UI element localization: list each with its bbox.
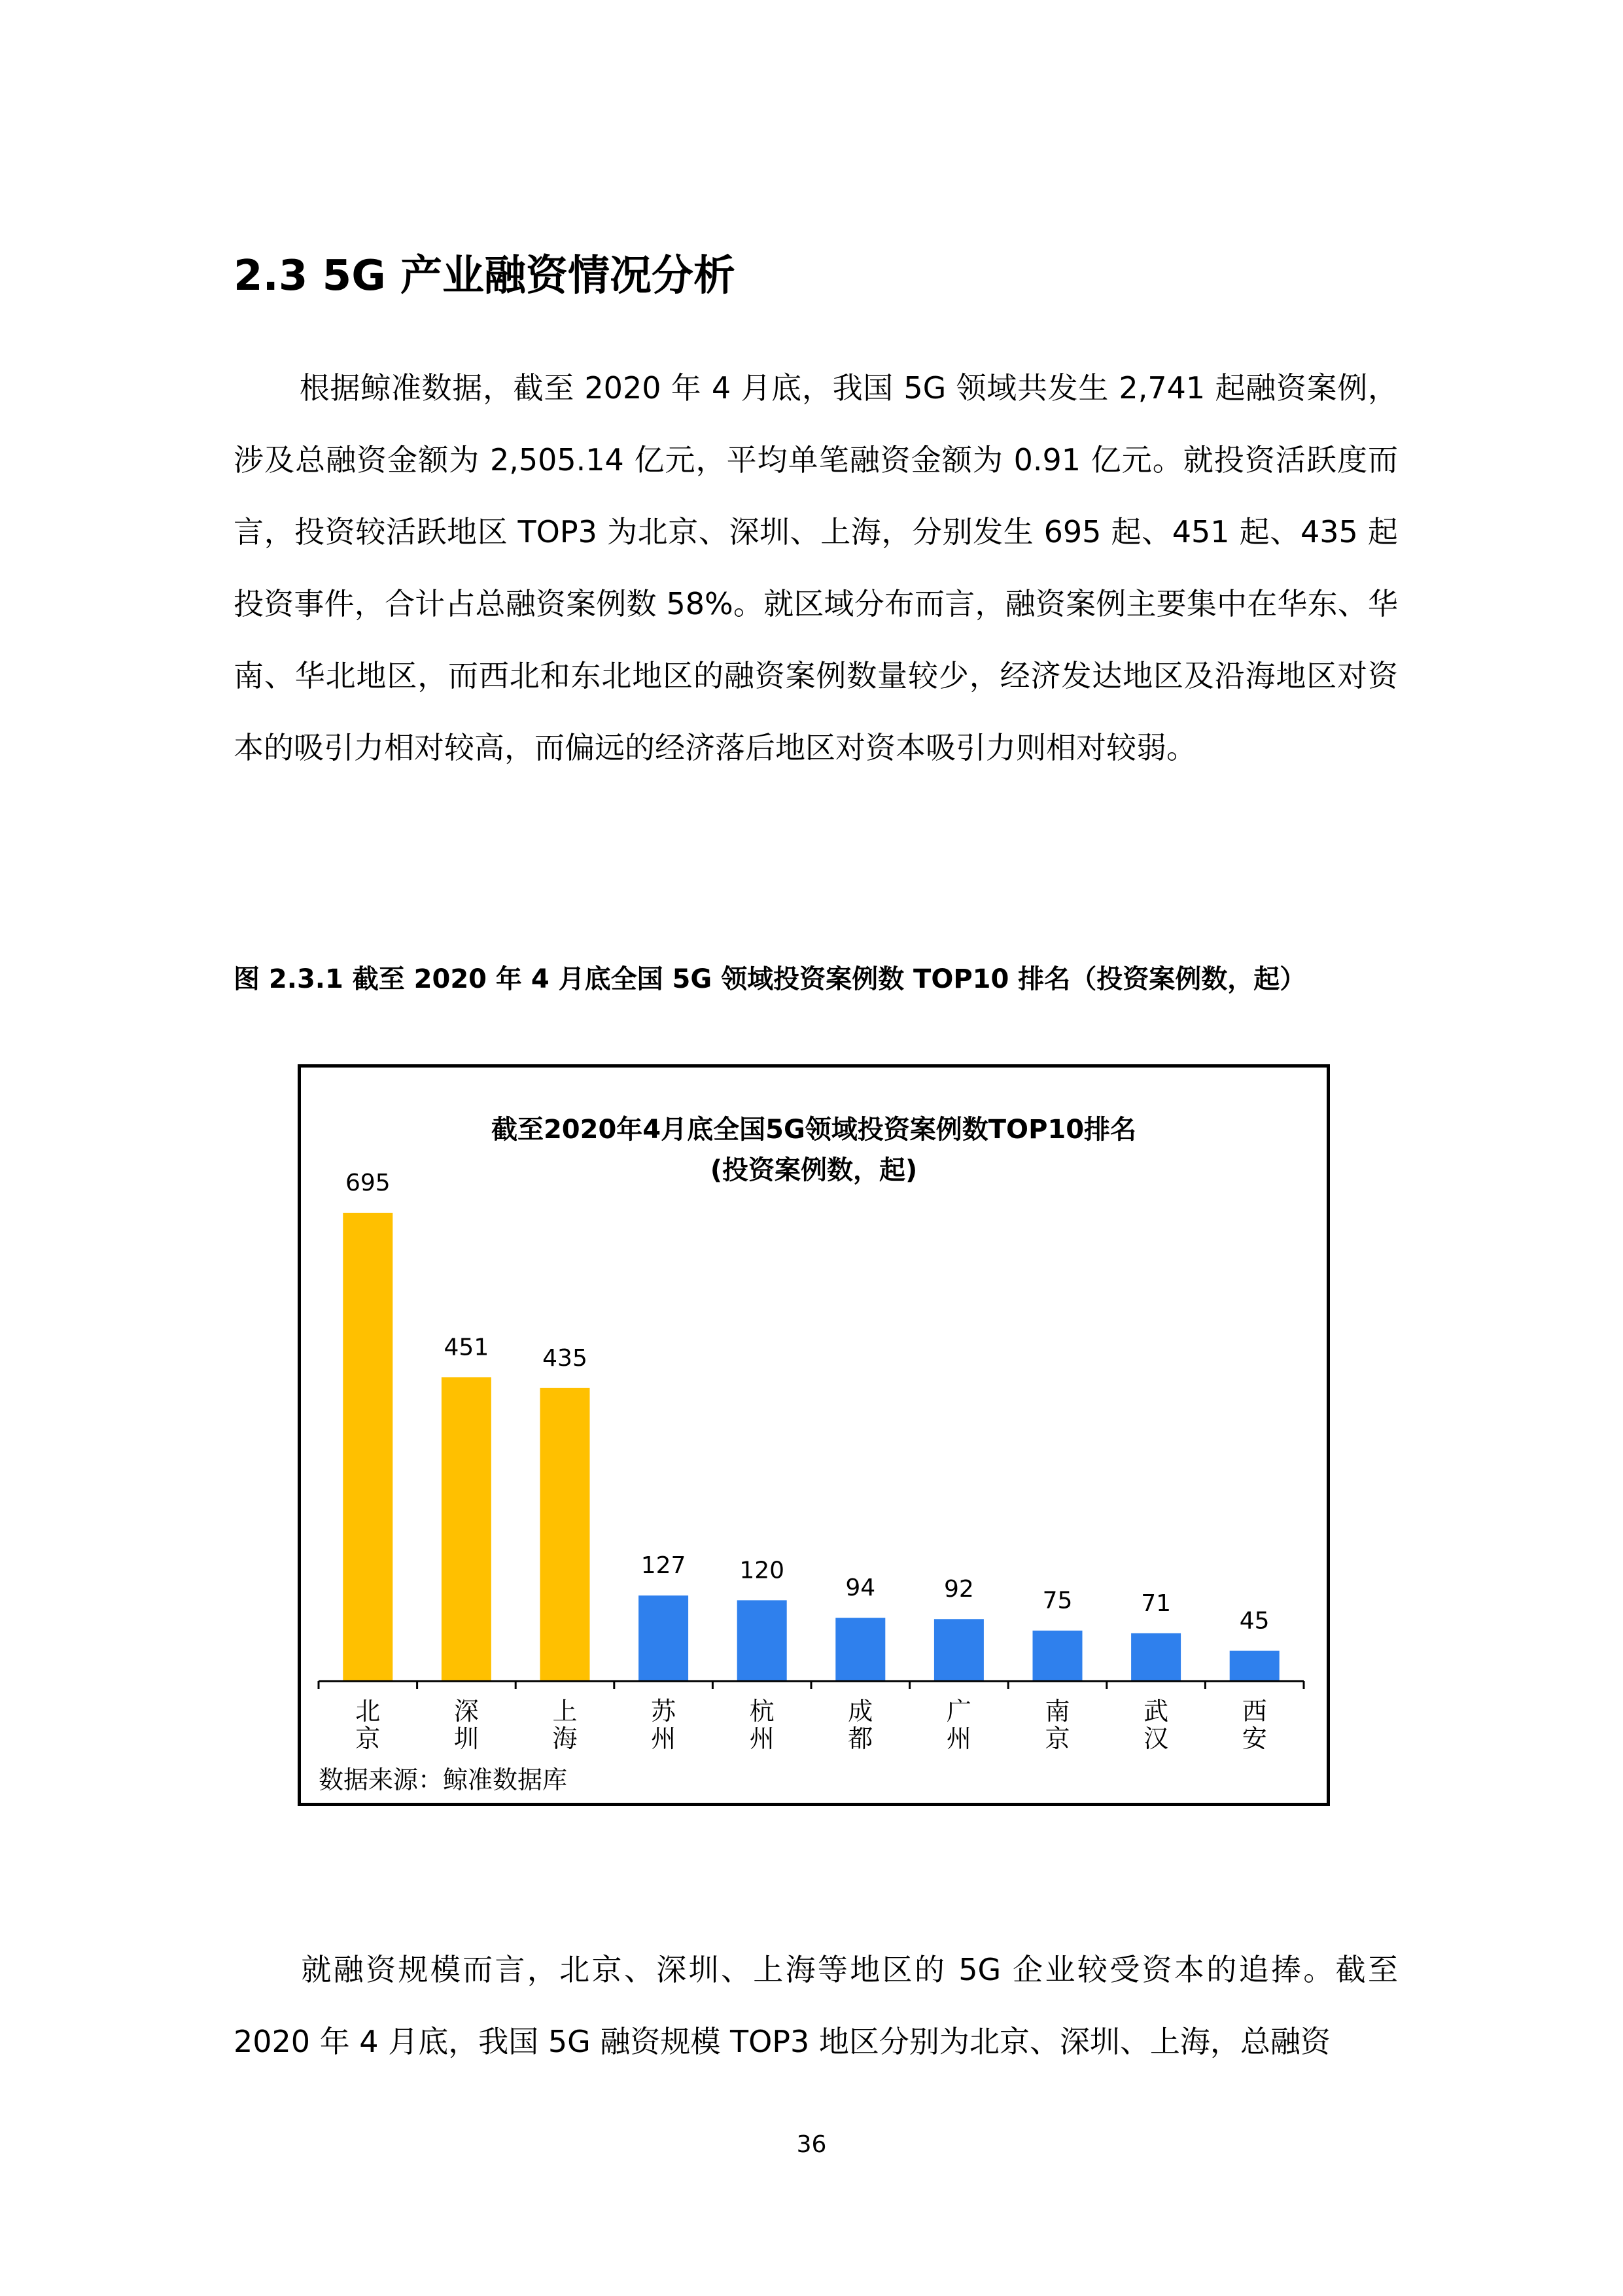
value-label-5: 94 bbox=[845, 1574, 876, 1602]
category-label-2: 上海 bbox=[552, 1697, 578, 1753]
bar-5 bbox=[835, 1618, 885, 1681]
bar-9 bbox=[1230, 1651, 1280, 1681]
bar-chart-svg bbox=[301, 1068, 1327, 1803]
category-labels bbox=[355, 1697, 1266, 1753]
paragraph-financing-scale bbox=[234, 1934, 1398, 2078]
category-label-5: 成都 bbox=[848, 1697, 873, 1753]
page-number: 36 bbox=[796, 2131, 827, 2158]
category-label-8: 武汉 bbox=[1143, 1697, 1169, 1753]
category-label-6: 广州 bbox=[946, 1697, 971, 1753]
value-label-8: 71 bbox=[1141, 1590, 1172, 1617]
value-label-3: 127 bbox=[640, 1552, 686, 1580]
chart-source: 数据来源：鲸准数据库 bbox=[319, 1765, 568, 1794]
bar-8 bbox=[1131, 1633, 1181, 1681]
value-label-9: 45 bbox=[1239, 1607, 1270, 1635]
category-label-3: 苏州 bbox=[651, 1697, 676, 1753]
value-label-6: 92 bbox=[943, 1576, 974, 1603]
figure-caption: 图 2.3.1 截至 2020 年 4 月底全国 5G 领域投资案例数 TOP10 排名（投资案例数，起） bbox=[234, 964, 1306, 994]
bar-6 bbox=[934, 1619, 984, 1681]
paragraph-2-text: 就融资规模而言，北京、深圳、上海等地区的 5G 企业较受资本的追捧。截至 2020 年 4 月底，我国 5G 融资规模 TOP3 地区分别为北京、深圳、上海，总融资 bbox=[234, 1952, 1398, 2059]
chart-title: 截至2020年4月底全国5G领域投资案例数TOP10排名 bbox=[491, 1115, 1137, 1145]
category-label-9: 西安 bbox=[1242, 1697, 1267, 1753]
bar-2 bbox=[540, 1388, 590, 1681]
bar-4 bbox=[737, 1600, 787, 1681]
value-label-7: 75 bbox=[1042, 1587, 1073, 1614]
bar-series bbox=[343, 1213, 1279, 1681]
category-label-1: 深圳 bbox=[453, 1697, 479, 1753]
bar-0 bbox=[343, 1213, 393, 1681]
bar-chart bbox=[298, 1064, 1330, 1806]
paragraph-1-text: 根据鲸准数据，截至 2020 年 4 月底，我国 5G 领域共发生 2,741 起融资案例，涉及总融资金额为 2,505.14 亿元，平均单笔融资金额为 0.91 亿元。就投资活跃度而言，投资较活跃地区 TOP3 为北京、深圳、上海，分别发生 695 起、451 起、435 起投资事件，合计占总融资案例数 58%。就区域分布而言，融资案例主要集中在华东、华南、华北地区，而西北和东北地区的融资案例数量较少，经济发达地区及沿海地区对资本的吸引力相对较高，而偏远的经济落后地区对资本吸引力则相对较弱。 bbox=[234, 370, 1398, 765]
chart-subtitle: (投资案例数，起) bbox=[710, 1155, 918, 1185]
value-label-4: 120 bbox=[739, 1557, 785, 1584]
category-label-4: 杭州 bbox=[749, 1697, 775, 1753]
x-axis-ticks bbox=[319, 1681, 1304, 1689]
bar-7 bbox=[1033, 1631, 1083, 1681]
category-label-0: 北京 bbox=[355, 1697, 381, 1753]
value-label-2: 435 bbox=[542, 1344, 587, 1372]
value-label-1: 451 bbox=[444, 1334, 489, 1361]
section-title: 2.3 5G 产业融资情况分析 bbox=[234, 252, 735, 300]
value-label-0: 695 bbox=[345, 1170, 391, 1196]
bar-3 bbox=[638, 1595, 688, 1681]
paragraph-investment-activity bbox=[234, 352, 1398, 784]
bar-1 bbox=[442, 1377, 491, 1681]
category-label-7: 南京 bbox=[1045, 1697, 1070, 1753]
